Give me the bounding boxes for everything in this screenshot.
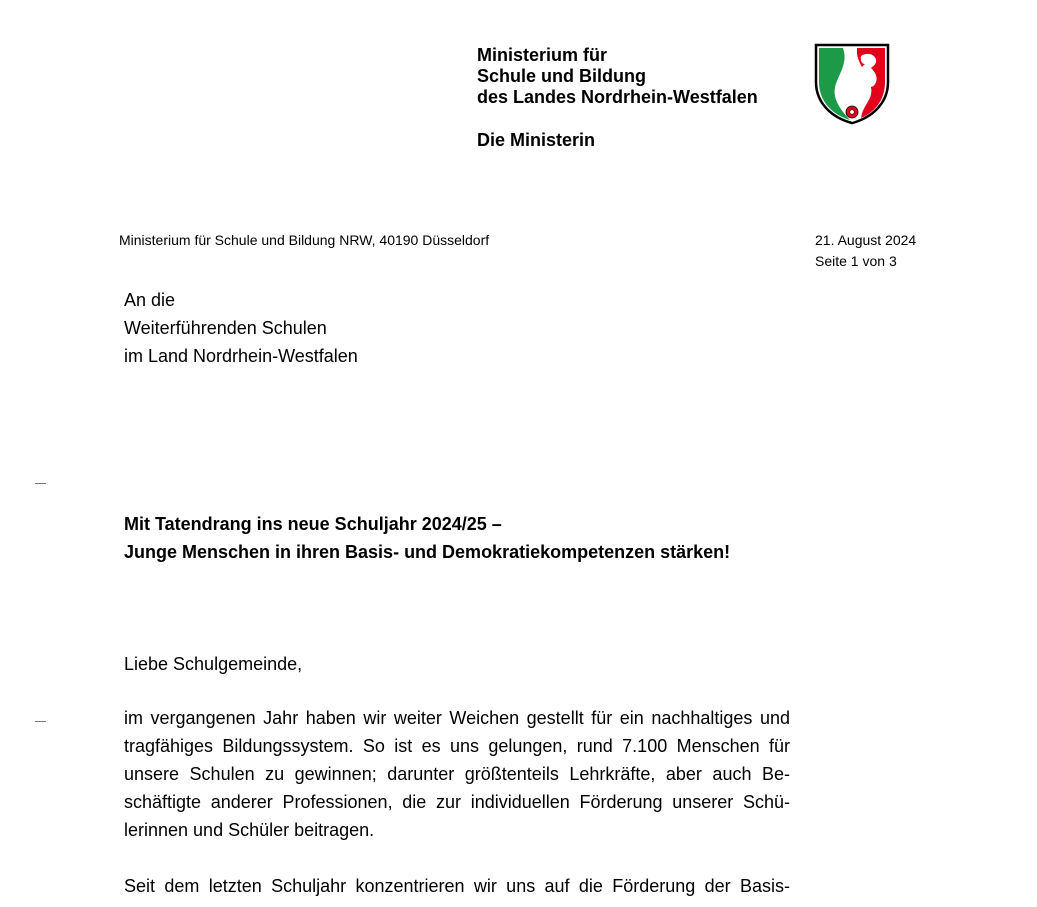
paragraph-line: unsere Schulen zu gewinnen; darunter größtenteils Lehrkräfte, aber auch Be- (124, 764, 790, 784)
paragraph-line: tragfähiges Bildungssystem. So ist es uns gelungen, rund 7.100 Menschen für (124, 736, 790, 756)
subject-line (124, 510, 730, 566)
salutation: Liebe Schulgemeinde, (124, 654, 303, 674)
recipient-line-2: Weiterführenden Schulen (124, 318, 327, 338)
recipient-line-3: im Land Nordrhein-Westfalen (124, 346, 358, 366)
paragraph-line: lerinnen und Schüler beitragen. (124, 820, 375, 840)
fold-mark-lower (35, 721, 46, 722)
body-paragraph-1 (124, 704, 790, 844)
return-address: Ministerium für Schule und Bildung NRW, 40190 Düsseldorf (119, 232, 490, 248)
nrw-coat-of-arms-icon (813, 42, 891, 126)
letter-date: 21. August 2024 (815, 232, 917, 248)
ministry-name-line-3: des Landes Nordrhein-Westfalen (477, 87, 758, 107)
paragraph-line: im vergangenen Jahr haben wir weiter Weichen gestellt für ein nachhaltiges und (124, 708, 790, 728)
fold-mark-upper (35, 483, 46, 484)
subject-line-2: Junge Menschen in ihren Basis- und Demokratiekompetenzen stärken! (124, 542, 731, 562)
ministry-name-line-2: Schule und Bildung (477, 66, 646, 86)
letter-meta (815, 230, 916, 272)
letterhead (477, 45, 807, 151)
body-paragraph-2 (124, 872, 790, 900)
sender-role: Die Ministerin (477, 130, 596, 150)
ministry-name-line-1: Ministerium für (477, 45, 608, 65)
subject-line-1: Mit Tatendrang ins neue Schuljahr 2024/25 – (124, 514, 502, 534)
paragraph-line: Seit dem letzten Schuljahr konzentrieren wir uns auf die Förderung der Basis- (124, 876, 790, 896)
paragraph-line: schäftigte anderer Professionen, die zur individuellen Förderung unserer Schü- (124, 792, 790, 812)
recipient-line-1: An die (124, 290, 176, 310)
recipient-address (124, 286, 358, 370)
page-indicator: Seite 1 von 3 (815, 253, 897, 269)
